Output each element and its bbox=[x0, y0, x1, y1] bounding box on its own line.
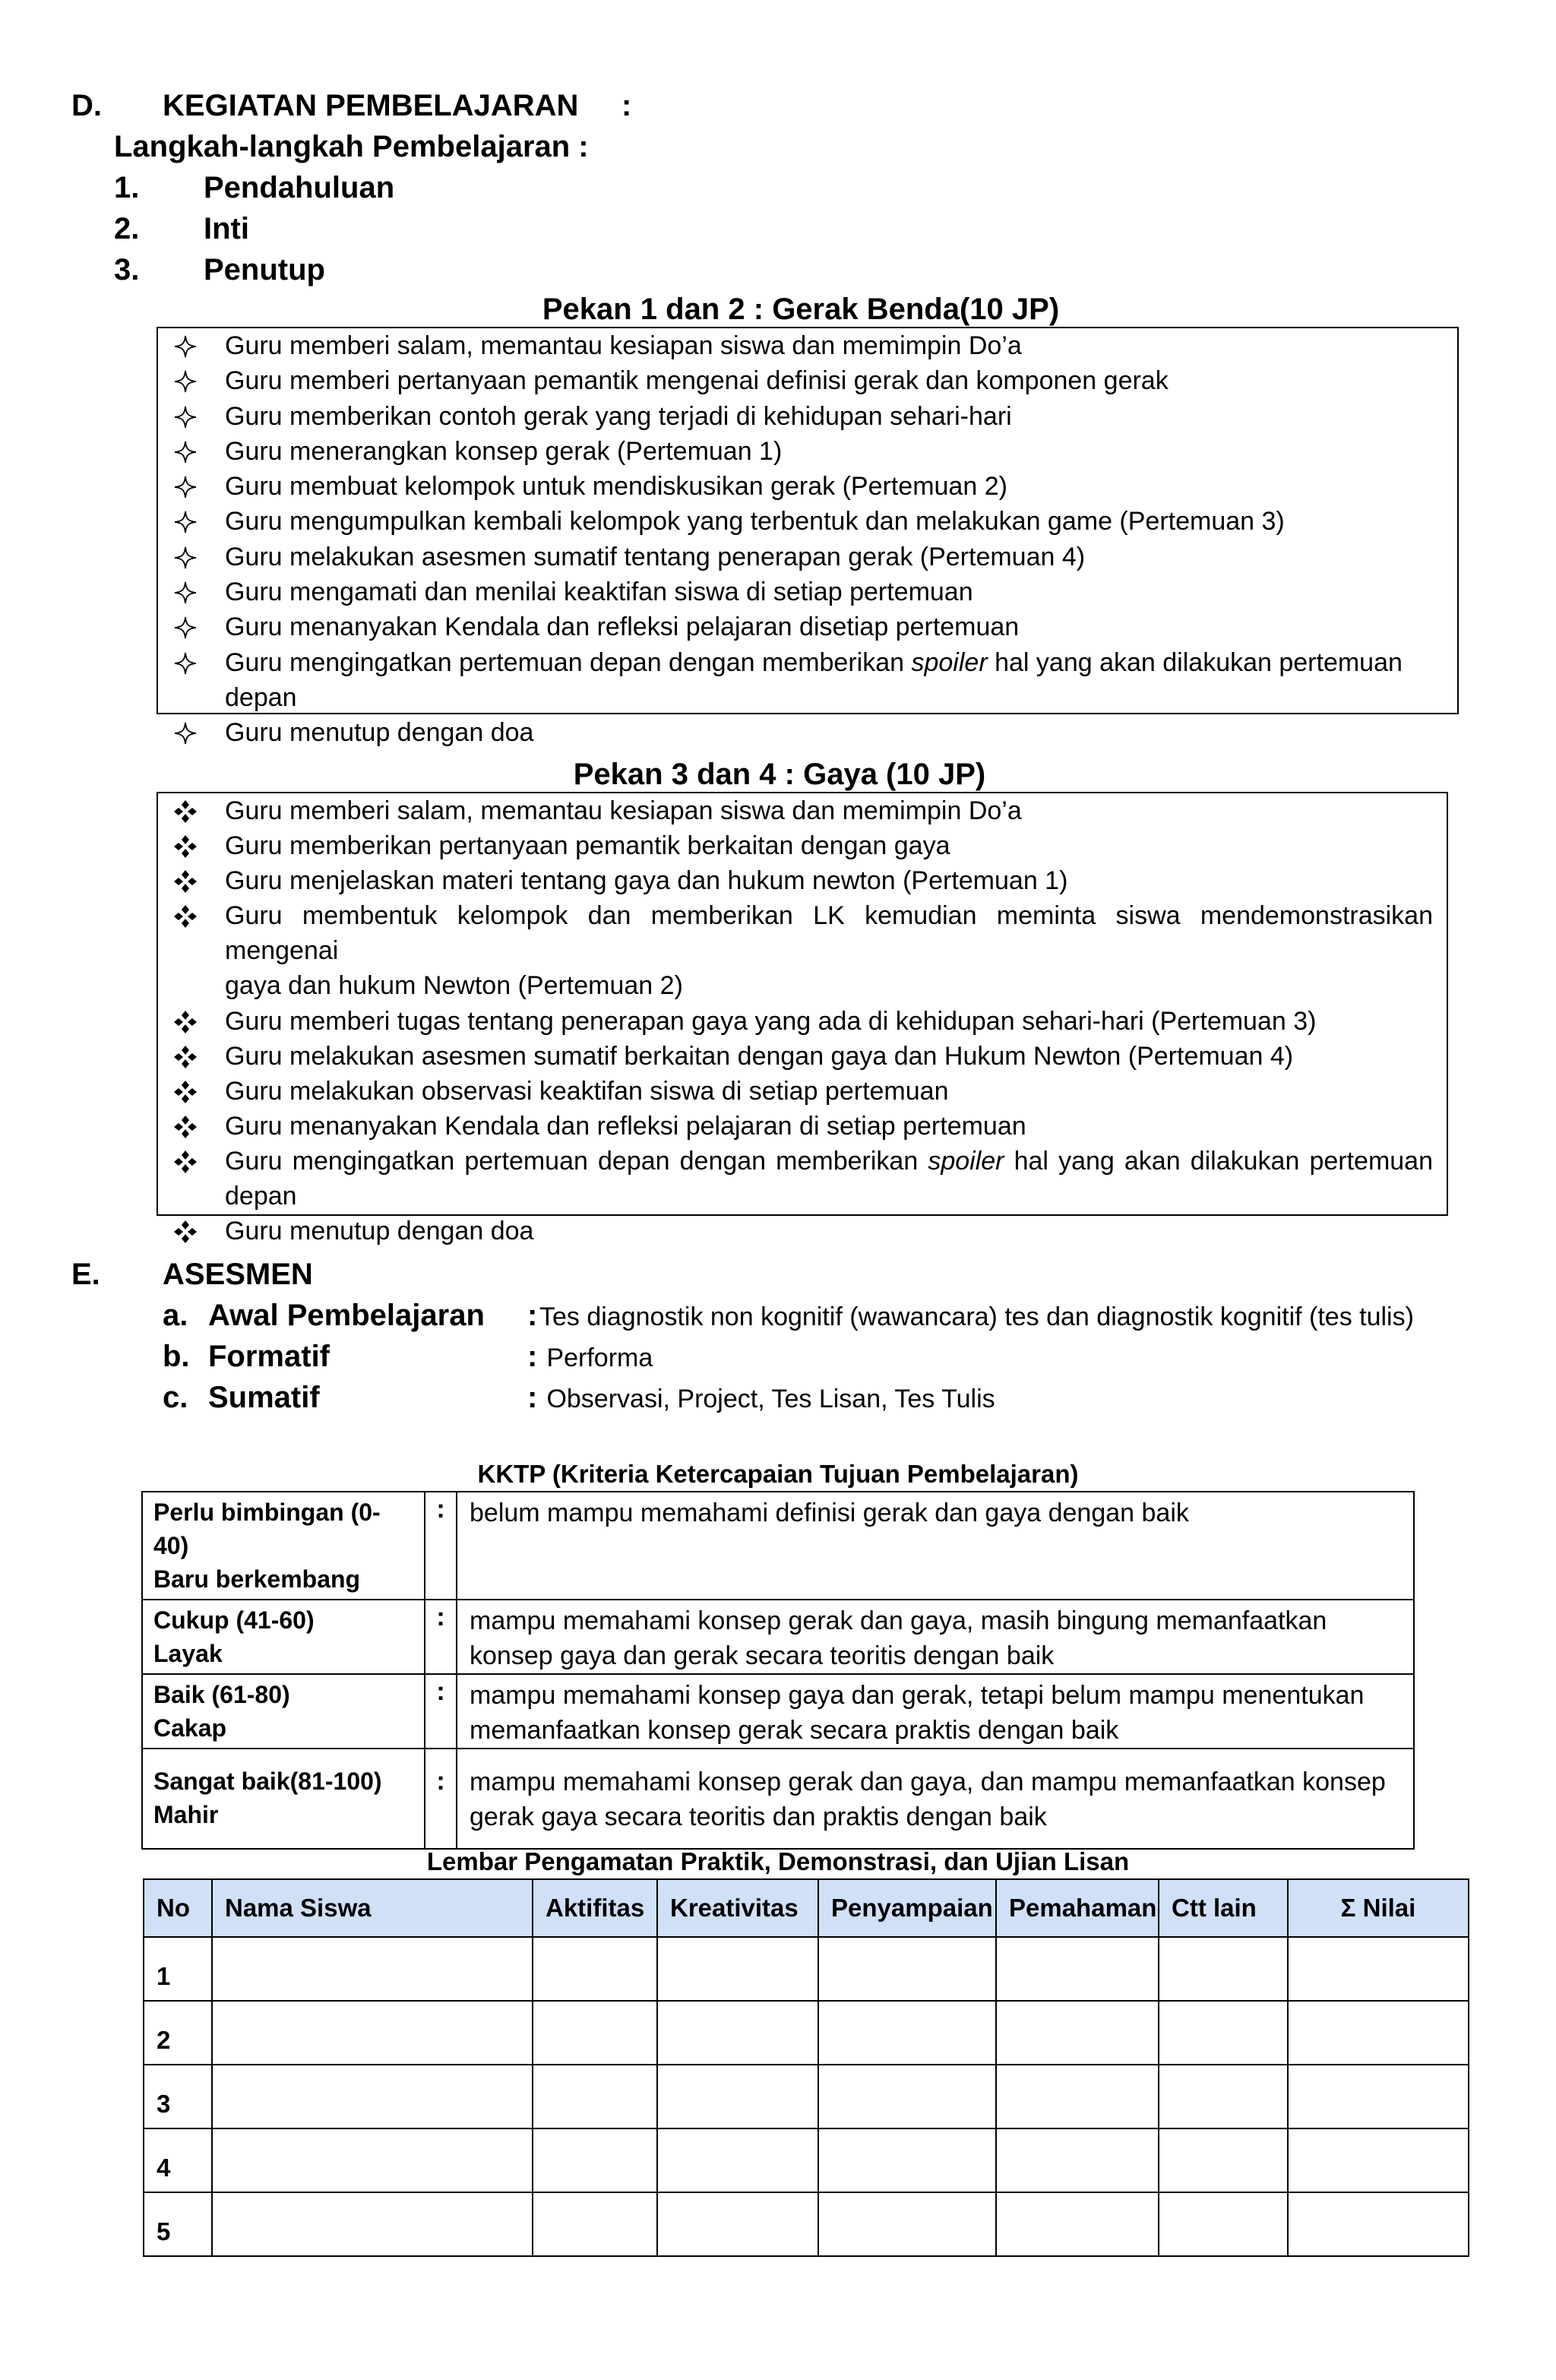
kktp-row bbox=[142, 1674, 1414, 1749]
cell-penyampaian[interactable] bbox=[818, 1937, 996, 2001]
cell-ctt-lain[interactable] bbox=[1159, 2192, 1288, 2256]
header-nama-siswa: Nama Siswa bbox=[212, 1879, 533, 1937]
four-point-star-bullet-icon bbox=[173, 333, 198, 357]
kktp-description: belum mampu memahami definisi gerak dan gaya dengan baik bbox=[457, 1492, 1414, 1600]
cell-ctt-lain[interactable] bbox=[1159, 2128, 1288, 2192]
four-point-star-bullet-icon bbox=[173, 404, 198, 428]
cell-kreativitas[interactable] bbox=[657, 1937, 818, 2001]
observation-title: Lembar Pengamatan Praktik, Demonstrasi, dan Ujian Lisan bbox=[426, 1847, 1130, 1875]
kktp-description: mampu memahami konsep gaya dan gerak, tetapi belum mampu menentukan memanfaatkan konsep gerak secara praktis dengan baik bbox=[457, 1674, 1414, 1749]
cell-nama-siswa[interactable] bbox=[212, 2001, 533, 2065]
section-d-letter: D. bbox=[71, 89, 102, 122]
week12-item: Guru memberi pertanyaan pemantik mengenai definisi gerak dan komponen gerak bbox=[158, 363, 1457, 398]
week12-item: Guru mengumpulkan kembali kelompok yang terbentuk dan melakukan game (Pertemuan 3) bbox=[158, 504, 1457, 539]
step-number: 2. bbox=[114, 212, 140, 245]
cell-kreativitas[interactable] bbox=[657, 2128, 818, 2192]
header-pemahaman: Pemahaman bbox=[996, 1879, 1159, 1937]
cell-nilai[interactable] bbox=[1288, 2128, 1469, 2192]
cell-penyampaian[interactable] bbox=[818, 2128, 996, 2192]
table-row bbox=[144, 2001, 1469, 2065]
asesmen-value: Performa bbox=[539, 1343, 653, 1372]
table-row bbox=[144, 2065, 1469, 2128]
cell-kreativitas[interactable] bbox=[657, 2192, 818, 2256]
four-point-star-bullet-icon bbox=[173, 473, 198, 498]
week12-item: Guru melakukan asesmen sumatif tentang penerapan gerak (Pertemuan 4) bbox=[158, 540, 1457, 574]
week34-title: Pekan 3 dan 4 : Gaya (10 JP) bbox=[573, 758, 986, 791]
kktp-level: Sangat baik(81-100) Mahir bbox=[142, 1749, 425, 1849]
cell-ctt-lain[interactable] bbox=[1159, 2001, 1288, 2065]
section-d-colon: : bbox=[621, 89, 632, 122]
cell-nama-siswa[interactable] bbox=[212, 2192, 533, 2256]
diamond-cluster-bullet-icon bbox=[173, 1113, 198, 1138]
cell-nilai[interactable] bbox=[1288, 2065, 1469, 2128]
asesmen-colon: : bbox=[527, 1381, 538, 1414]
cell-nama-siswa[interactable] bbox=[212, 1937, 533, 2001]
cell-aktifitas[interactable] bbox=[533, 2192, 657, 2256]
week12-item: Guru membuat kelompok untuk mendiskusikan gerak (Pertemuan 2) bbox=[158, 469, 1457, 504]
four-point-star-bullet-icon bbox=[173, 508, 198, 533]
week34-item: Guru memberi tugas tentang penerapan gaya yang ada di kehidupan sehari-hari (Pertemuan 3) bbox=[158, 1004, 1447, 1039]
step-label: Inti bbox=[204, 212, 249, 245]
cell-aktifitas[interactable] bbox=[533, 1937, 657, 2001]
row-number: 4 bbox=[144, 2128, 212, 2192]
four-point-star-bullet-icon bbox=[173, 544, 198, 568]
week34-list bbox=[158, 793, 1447, 1249]
cell-penyampaian[interactable] bbox=[818, 2065, 996, 2128]
cell-aktifitas[interactable] bbox=[533, 2001, 657, 2065]
kktp-colon: : bbox=[425, 1600, 457, 1674]
week34-box bbox=[157, 792, 1448, 1246]
asesmen-value: Tes diagnostik non kognitif (wawancara) tes dan diagnostik kognitif (tes tulis) bbox=[539, 1302, 1414, 1331]
asesmen-label: Sumatif bbox=[208, 1381, 320, 1414]
header-penyampaian: Penyampaian bbox=[818, 1879, 996, 1937]
week34-item: Guru menjelaskan materi tentang gaya dan hukum newton (Pertemuan 1) bbox=[158, 863, 1447, 898]
cell-nilai[interactable] bbox=[1288, 2192, 1469, 2256]
kktp-title: KKTP (Kriteria Ketercapaian Tujuan Pembelajaran) bbox=[477, 1460, 1079, 1488]
diamond-cluster-bullet-icon bbox=[173, 1043, 198, 1068]
week12-list bbox=[158, 328, 1457, 751]
cell-pemahaman[interactable] bbox=[996, 2192, 1159, 2256]
week12-item: Guru mengingatkan pertemuan depan dengan memberikan spoiler hal yang akan dilakukan pertemuan depan bbox=[158, 645, 1457, 716]
asesmen-key: c. bbox=[163, 1381, 188, 1414]
section-d-title: KEGIATAN PEMBELAJARAN bbox=[163, 89, 579, 122]
steps-heading: Langkah-langkah Pembelajaran : bbox=[114, 130, 589, 163]
section-e-title: ASESMEN bbox=[163, 1258, 313, 1291]
section-e-letter: E. bbox=[71, 1258, 100, 1291]
cell-aktifitas[interactable] bbox=[533, 2065, 657, 2128]
week34-item: Guru mengingatkan pertemuan depan dengan memberikan spoiler hal yang akan dilakukan pertemuan depan bbox=[158, 1144, 1447, 1214]
cell-kreativitas[interactable] bbox=[657, 2001, 818, 2065]
cell-kreativitas[interactable] bbox=[657, 2065, 818, 2128]
week12-box bbox=[157, 327, 1459, 748]
asesmen-key: b. bbox=[163, 1340, 190, 1373]
week12-item: Guru mengamati dan menilai keaktifan siswa di setiap pertemuan bbox=[158, 574, 1457, 609]
week34-item: Guru melakukan observasi keaktifan siswa di setiap pertemuan bbox=[158, 1074, 1447, 1109]
week34-item: Guru menutup dengan doa bbox=[158, 1214, 1447, 1249]
diamond-cluster-bullet-icon bbox=[173, 868, 198, 892]
kktp-description: mampu memahami konsep gerak dan gaya, dan mampu memanfaatkan konsep gerak gaya secara teoritis dan praktis dengan baik bbox=[457, 1749, 1414, 1849]
diamond-cluster-bullet-icon bbox=[173, 833, 198, 857]
observation-header-row bbox=[144, 1879, 1469, 1937]
header-aktifitas: Aktifitas bbox=[533, 1879, 657, 1937]
cell-pemahaman[interactable] bbox=[996, 2128, 1159, 2192]
cell-pemahaman[interactable] bbox=[996, 2065, 1159, 2128]
four-point-star-bullet-icon bbox=[173, 438, 198, 463]
four-point-star-bullet-icon bbox=[173, 579, 198, 603]
cell-nilai[interactable] bbox=[1288, 1937, 1469, 2001]
row-number: 3 bbox=[144, 2065, 212, 2128]
row-number: 5 bbox=[144, 2192, 212, 2256]
step-number: 1. bbox=[114, 171, 140, 204]
asesmen-colon: : bbox=[527, 1299, 538, 1332]
table-row bbox=[144, 2128, 1469, 2192]
step-number: 3. bbox=[114, 253, 140, 286]
row-number: 2 bbox=[144, 2001, 212, 2065]
step-label: Pendahuluan bbox=[204, 171, 395, 204]
asesmen-label: Awal Pembelajaran bbox=[208, 1299, 485, 1332]
cell-pemahaman[interactable] bbox=[996, 1937, 1159, 2001]
diamond-cluster-bullet-icon bbox=[173, 1078, 198, 1103]
cell-nama-siswa[interactable] bbox=[212, 2128, 533, 2192]
asesmen-colon: : bbox=[527, 1340, 538, 1373]
diamond-cluster-bullet-icon bbox=[173, 798, 198, 822]
kktp-description: mampu memahami konsep gerak dan gaya, masih bingung memanfaatkan konsep gaya dan gerak secara teoritis dengan baik bbox=[457, 1600, 1414, 1674]
diamond-cluster-bullet-icon bbox=[173, 903, 198, 927]
week34-item: Guru memberikan pertanyaan pemantik berkaitan dengan gaya bbox=[158, 828, 1447, 863]
week12-item: Guru menanyakan Kendala dan refleksi pelajaran disetiap pertemuan bbox=[158, 609, 1457, 644]
cell-ctt-lain[interactable] bbox=[1159, 2065, 1288, 2128]
kktp-colon: : bbox=[425, 1674, 457, 1749]
kktp-row bbox=[142, 1492, 1414, 1600]
kktp-colon: : bbox=[425, 1749, 457, 1849]
kktp-colon: : bbox=[425, 1492, 457, 1600]
asesmen-value: Observasi, Project, Tes Lisan, Tes Tulis bbox=[539, 1385, 995, 1413]
cell-nama-siswa[interactable] bbox=[212, 2065, 533, 2128]
week34-item: Guru membentuk kelompok dan memberikan LK kemudian meminta siswa mendemonstrasikan mengenai gaya dan hukum Newton (Pertemuan 2) bbox=[158, 898, 1447, 1003]
row-number: 1 bbox=[144, 1937, 212, 2001]
four-point-star-bullet-icon bbox=[173, 368, 198, 392]
asesmen-label: Formatif bbox=[208, 1340, 330, 1373]
diamond-cluster-bullet-icon bbox=[173, 1008, 198, 1033]
kktp-level: Baik (61-80) Cakap bbox=[142, 1674, 425, 1749]
four-point-star-bullet-icon bbox=[173, 614, 198, 638]
cell-pemahaman[interactable] bbox=[996, 2001, 1159, 2065]
week12-item: Guru menutup dengan doa bbox=[158, 715, 1457, 750]
cell-nilai[interactable] bbox=[1288, 2001, 1469, 2065]
kktp-row bbox=[142, 1749, 1414, 1849]
cell-penyampaian[interactable] bbox=[818, 2001, 996, 2065]
four-point-star-bullet-icon bbox=[173, 650, 198, 674]
kktp-level: Perlu bimbingan (0-40) Baru berkembang bbox=[142, 1492, 425, 1600]
kktp-level: Cukup (41-60) Layak bbox=[142, 1600, 425, 1674]
asesmen-key: a. bbox=[163, 1299, 188, 1332]
cell-penyampaian[interactable] bbox=[818, 2192, 996, 2256]
week12-item: Guru memberi salam, memantau kesiapan siswa dan memimpin Do’a bbox=[158, 328, 1457, 363]
kktp-table bbox=[141, 1491, 1415, 1850]
table-row bbox=[144, 1937, 1469, 2001]
week34-item: Guru menanyakan Kendala dan refleksi pelajaran di setiap pertemuan bbox=[158, 1109, 1447, 1144]
week34-item: Guru melakukan asesmen sumatif berkaitan dengan gaya dan Hukum Newton (Pertemuan 4) bbox=[158, 1039, 1447, 1074]
step-label: Penutup bbox=[204, 253, 325, 286]
header-nilai: Σ Nilai bbox=[1288, 1879, 1469, 1937]
header-kreativitas: Kreativitas bbox=[657, 1879, 818, 1937]
observation-table bbox=[143, 1878, 1469, 2257]
cell-aktifitas[interactable] bbox=[533, 2128, 657, 2192]
four-point-star-bullet-icon bbox=[173, 720, 198, 744]
kktp-row bbox=[142, 1600, 1414, 1674]
table-row bbox=[144, 2192, 1469, 2256]
week12-title: Pekan 1 dan 2 : Gerak Benda(10 JP) bbox=[542, 293, 1060, 326]
week34-item: Guru memberi salam, memantau kesiapan siswa dan memimpin Do’a bbox=[158, 793, 1447, 828]
diamond-cluster-bullet-icon bbox=[173, 1148, 198, 1173]
header-ctt-lain: Ctt lain bbox=[1159, 1879, 1288, 1937]
header-no: No bbox=[144, 1879, 212, 1937]
cell-ctt-lain[interactable] bbox=[1159, 1937, 1288, 2001]
diamond-cluster-bullet-icon bbox=[173, 1218, 198, 1242]
week12-item: Guru menerangkan konsep gerak (Pertemuan 1) bbox=[158, 434, 1457, 469]
week12-item: Guru memberikan contoh gerak yang terjadi di kehidupan sehari-hari bbox=[158, 399, 1457, 434]
